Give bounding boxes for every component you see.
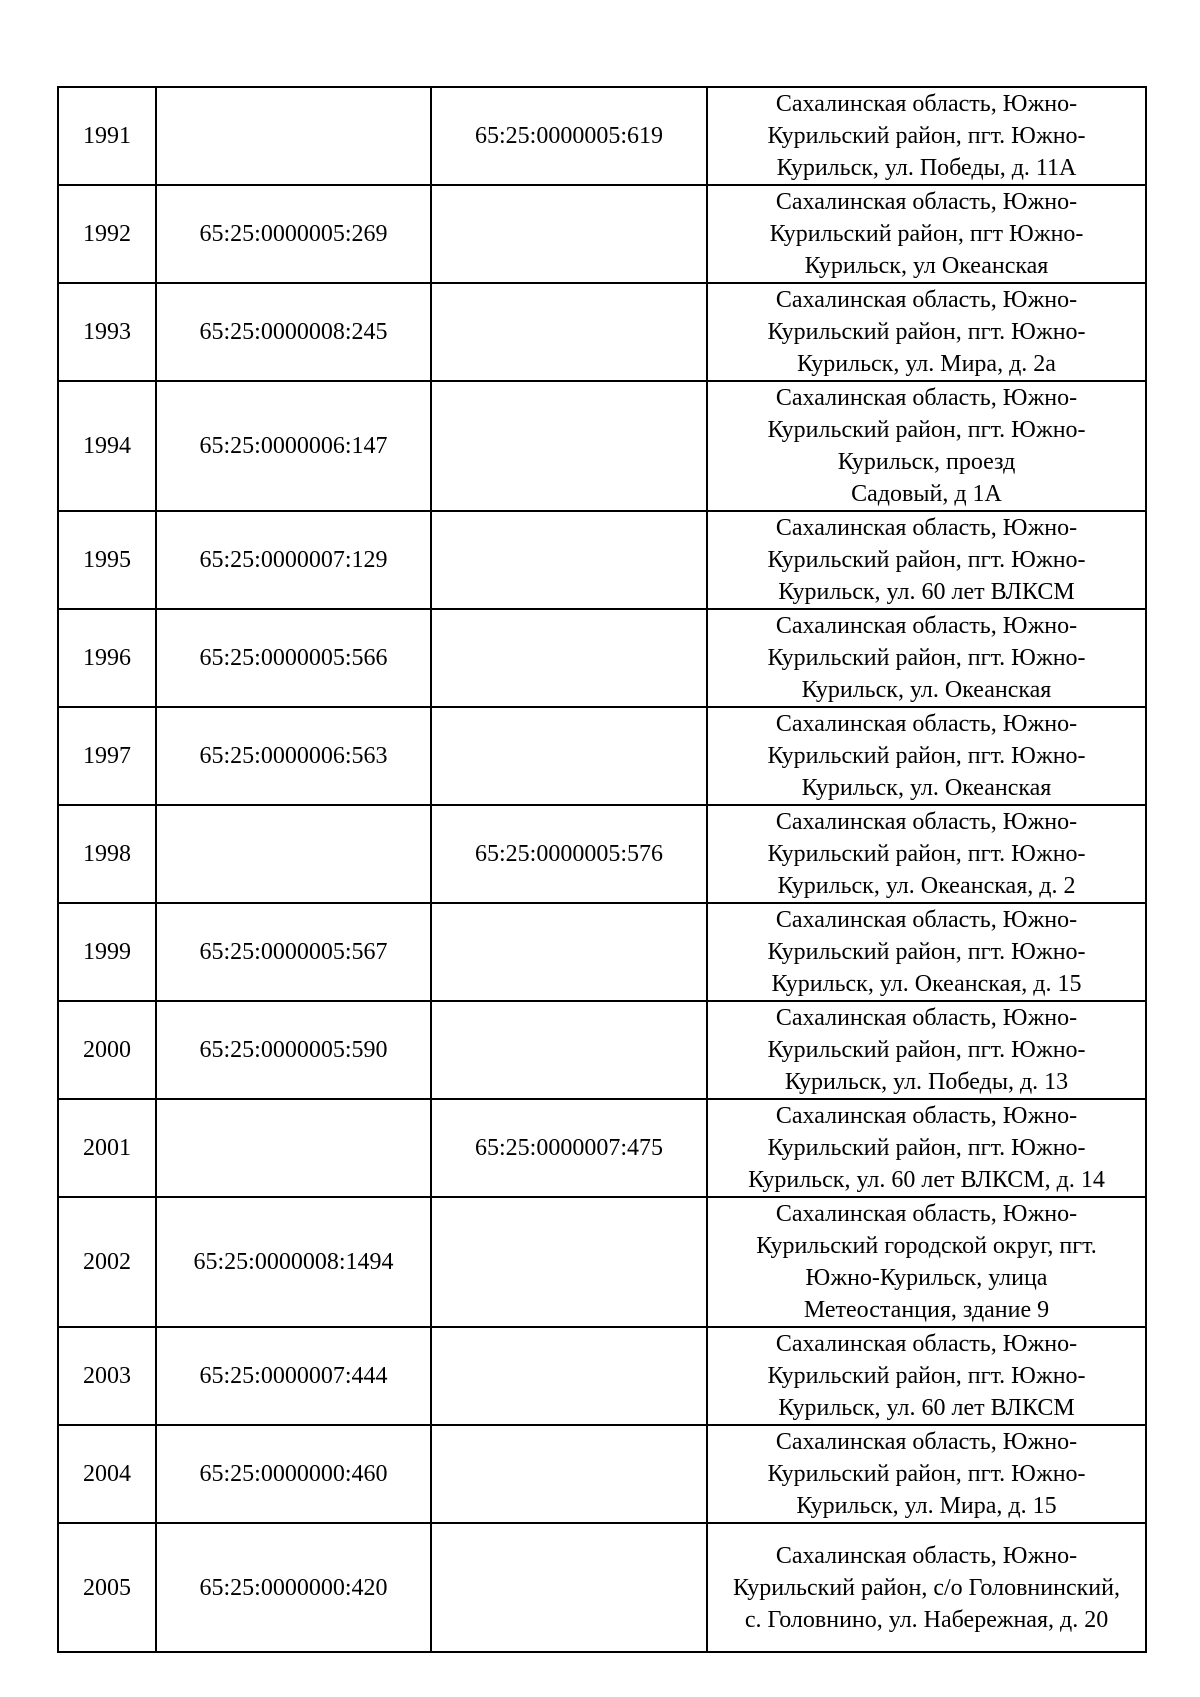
address-line: Сахалинская область, Южно- [775, 613, 1078, 639]
address-line: Сахалинская область, Южно- [775, 91, 1078, 117]
address-line: с. Головнино, ул. Набережная, д. 20 [744, 1606, 1109, 1633]
address-line: Курильск, ул Океанская [804, 253, 1049, 279]
building-cadastral-number [431, 185, 707, 283]
address-line: Метеостанция, здание 9 [803, 1297, 1050, 1323]
building-cadastral-number [431, 511, 707, 609]
address-line: Курильск, ул. Мира, д. 15 [796, 1493, 1057, 1519]
cadastral-number [156, 805, 431, 903]
table-row [58, 1001, 1146, 1099]
address-cell [707, 1197, 1146, 1327]
address-line: Сахалинская область, Южно- [775, 711, 1078, 737]
cadastral-number: 65:25:0000000:420 [156, 1523, 431, 1652]
address-line: Курильский район, пгт. Южно- [767, 319, 1086, 345]
address-line: Сахалинская область, Южно- [775, 1542, 1078, 1569]
address-line: Курильск, проезд [837, 449, 1016, 475]
cadastral-number: 65:25:0000008:1494 [156, 1197, 431, 1327]
address-line: Курильск, ул. Океанская [801, 775, 1052, 801]
address-line: Сахалинская область, Южно- [775, 1201, 1078, 1227]
address-line: Курильск, ул. Мира, д. 2а [797, 351, 1056, 377]
address-line: Сахалинская область, Южно- [775, 515, 1078, 541]
table-row [58, 805, 1146, 903]
address-line: Курильский городской округ, пгт. [756, 1233, 1097, 1259]
address-line: Курильский район, пгт. Южно- [767, 939, 1086, 965]
table-row [58, 1523, 1146, 1652]
cadastral-number: 65:25:0000005:566 [156, 609, 431, 707]
address-line: Курильский район, пгт. Южно- [767, 1135, 1086, 1161]
building-cadastral-number [431, 283, 707, 381]
table-row [58, 1425, 1146, 1523]
table-row [58, 185, 1146, 283]
registry-body [58, 87, 1146, 1652]
address-cell [707, 903, 1146, 1001]
building-cadastral-number [431, 1327, 707, 1425]
building-cadastral-number: 65:25:0000005:619 [431, 87, 707, 185]
address-line: Курильский район, пгт Южно- [769, 221, 1084, 247]
address-line: Сахалинская область, Южно- [775, 1103, 1078, 1129]
address-line: Сахалинская область, Южно- [775, 1331, 1078, 1357]
address-cell [707, 707, 1146, 805]
row-number: 1991 [58, 87, 156, 185]
address-cell [707, 1001, 1146, 1099]
address-cell [707, 609, 1146, 707]
address-line: Курильский район, пгт. Южно- [767, 547, 1086, 573]
row-number: 2003 [58, 1327, 156, 1425]
address-line: Курильский район, пгт. Южно- [767, 645, 1086, 671]
address-cell [707, 1327, 1146, 1425]
address-line: Курильский район, пгт. Южно- [767, 841, 1086, 867]
address-line: Курильский район, с/о Головнинский, [733, 1574, 1120, 1601]
address-cell [707, 1523, 1146, 1652]
address-cell [707, 805, 1146, 903]
address-line: Курильский район, пгт. Южно- [767, 1363, 1086, 1389]
row-number: 2002 [58, 1197, 156, 1327]
table-row [58, 1099, 1146, 1197]
table-row [58, 1197, 1146, 1327]
row-number: 1999 [58, 903, 156, 1001]
address-cell [707, 1099, 1146, 1197]
row-number: 1996 [58, 609, 156, 707]
table-row [58, 903, 1146, 1001]
address-line: Сахалинская область, Южно- [775, 189, 1078, 215]
row-number: 1995 [58, 511, 156, 609]
cadastral-number: 65:25:0000005:567 [156, 903, 431, 1001]
address-cell [707, 1425, 1146, 1523]
address-cell [707, 381, 1146, 511]
building-cadastral-number [431, 903, 707, 1001]
address-line: Курильский район, пгт. Южно- [767, 1037, 1086, 1063]
cadastral-number: 65:25:0000007:444 [156, 1327, 431, 1425]
address-line: Курильск, ул. Океанская, д. 15 [771, 971, 1082, 997]
cadastral-number: 65:25:0000008:245 [156, 283, 431, 381]
address-line: Сахалинская область, Южно- [775, 385, 1078, 411]
cadastral-number: 65:25:0000006:147 [156, 381, 431, 511]
building-cadastral-number [431, 1523, 707, 1652]
address-line: Курильск, ул. 60 лет ВЛКСМ [778, 1395, 1075, 1421]
address-line: Сахалинская область, Южно- [775, 809, 1078, 835]
table-row [58, 511, 1146, 609]
cadastral-number: 65:25:0000005:590 [156, 1001, 431, 1099]
row-number: 1994 [58, 381, 156, 511]
address-line: Сахалинская область, Южно- [775, 1005, 1078, 1031]
row-number: 1992 [58, 185, 156, 283]
address-line: Курильский район, пгт. Южно- [767, 123, 1086, 149]
address-line: Курильский район, пгт. Южно- [767, 417, 1086, 443]
building-cadastral-number [431, 1425, 707, 1523]
building-cadastral-number: 65:25:0000005:576 [431, 805, 707, 903]
address-line: Садовый, д 1А [851, 481, 1002, 507]
table-row [58, 283, 1146, 381]
row-number: 2005 [58, 1523, 156, 1652]
cadastral-number: 65:25:0000007:129 [156, 511, 431, 609]
address-cell [707, 87, 1146, 185]
address-line: Курильск, ул. 60 лет ВЛКСМ [778, 579, 1075, 605]
address-line: Курильский район, пгт. Южно- [767, 743, 1086, 769]
address-line: Сахалинская область, Южно- [775, 907, 1078, 933]
address-line: Курильск, ул. Океанская [801, 677, 1052, 703]
row-number: 2001 [58, 1099, 156, 1197]
row-number: 1997 [58, 707, 156, 805]
table-row [58, 87, 1146, 185]
row-number: 2004 [58, 1425, 156, 1523]
address-line: Сахалинская область, Южно- [775, 1429, 1078, 1455]
cadastral-number [156, 87, 431, 185]
row-number: 1998 [58, 805, 156, 903]
building-cadastral-number [431, 1197, 707, 1327]
address-line: Сахалинская область, Южно- [775, 287, 1078, 313]
building-cadastral-number [431, 609, 707, 707]
building-cadastral-number [431, 1001, 707, 1099]
building-cadastral-number: 65:25:0000007:475 [431, 1099, 707, 1197]
address-cell [707, 511, 1146, 609]
address-line: Курильск, ул. Победы, д. 11А [776, 155, 1077, 181]
address-line: Курильск, ул. 60 лет ВЛКСМ, д. 14 [748, 1167, 1105, 1193]
address-cell [707, 185, 1146, 283]
cadastral-number: 65:25:0000005:269 [156, 185, 431, 283]
cadastral-number [156, 1099, 431, 1197]
table-row [58, 1327, 1146, 1425]
table-row [58, 381, 1146, 511]
building-cadastral-number [431, 381, 707, 511]
cadastral-number: 65:25:0000006:563 [156, 707, 431, 805]
building-cadastral-number [431, 707, 707, 805]
address-cell [707, 283, 1146, 381]
row-number: 1993 [58, 283, 156, 381]
address-line: Курильский район, пгт. Южно- [767, 1461, 1086, 1487]
address-line: Курильск, ул. Океанская, д. 2 [777, 873, 1076, 899]
row-number: 2000 [58, 1001, 156, 1099]
property-registry-table [57, 86, 1147, 1653]
cadastral-number: 65:25:0000000:460 [156, 1425, 431, 1523]
address-line: Курильск, ул. Победы, д. 13 [784, 1069, 1069, 1095]
table-row [58, 707, 1146, 805]
table-row [58, 609, 1146, 707]
address-line: Южно-Курильск, улица [805, 1265, 1048, 1291]
